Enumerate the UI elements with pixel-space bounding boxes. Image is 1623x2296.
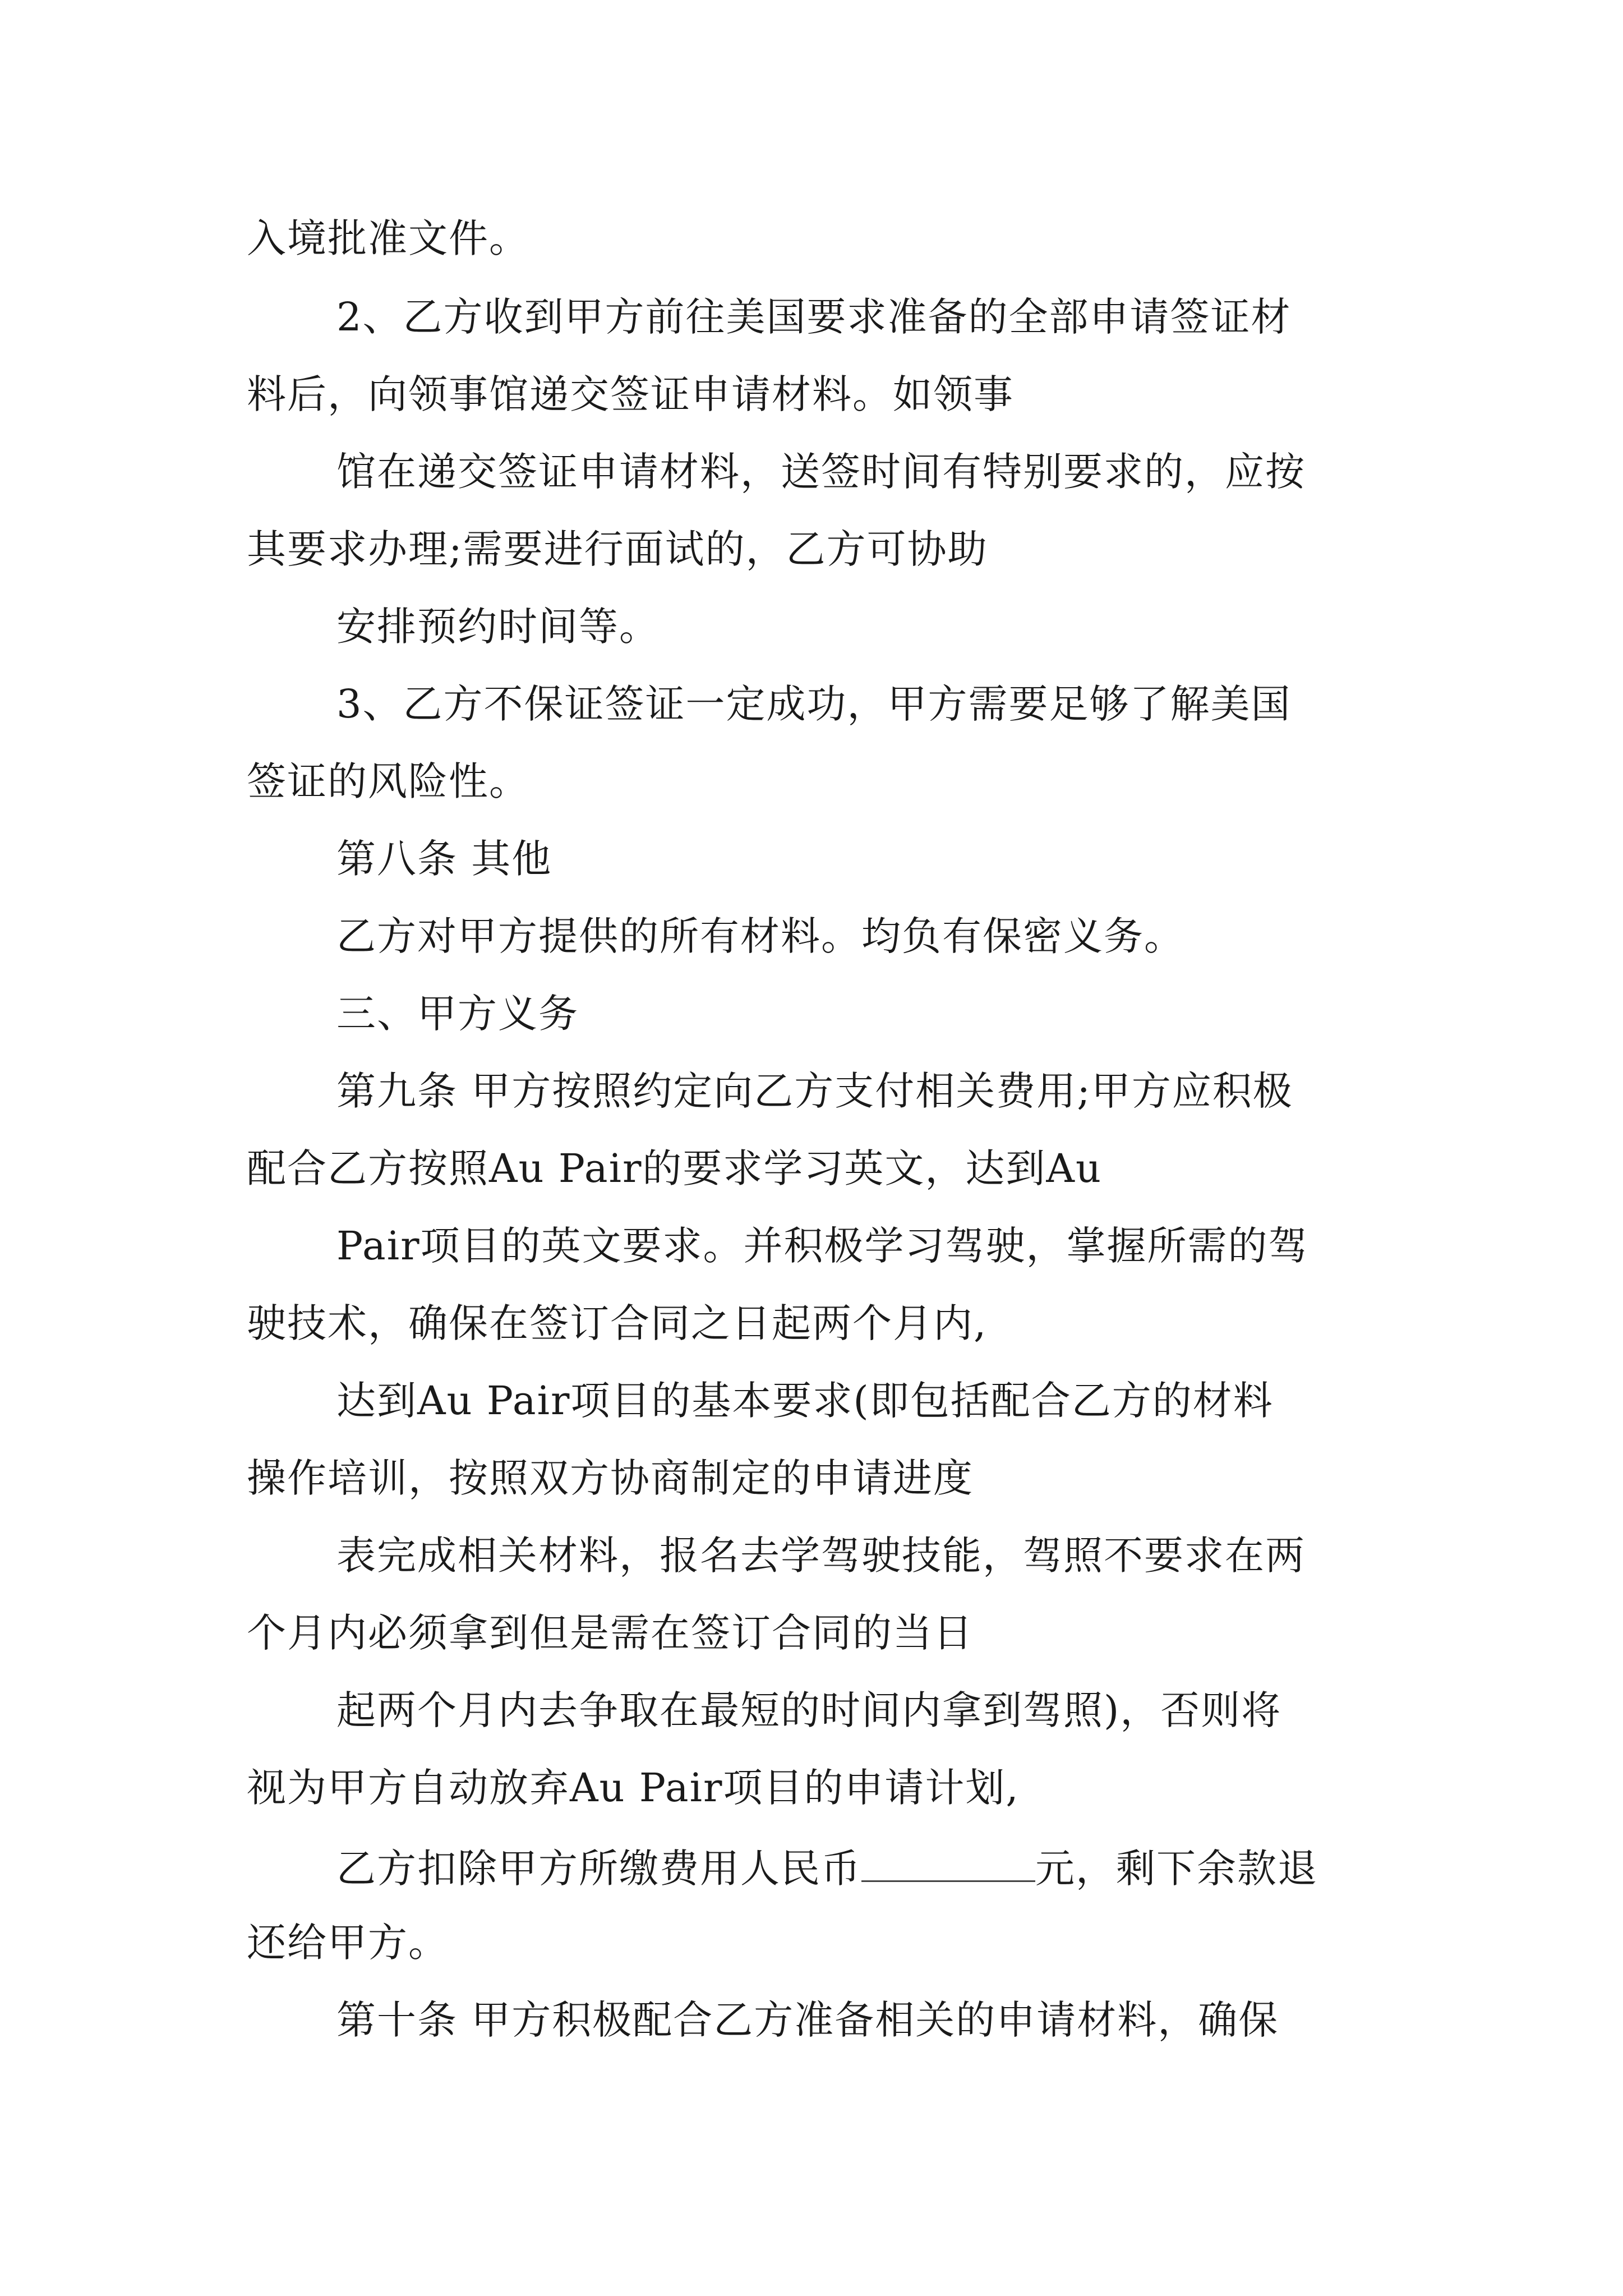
section-heading: 第八条 其他 (336, 836, 552, 882)
text-segment: 元，剩下余款退 (1035, 1846, 1318, 1892)
text-segment: 乙方扣除甲方所缴费用人民币 (336, 1846, 861, 1892)
text-line: 馆在递交签证申请材料，送签时间有特别要求的，应按 (336, 449, 1306, 495)
text-line: 第九条 甲方按照约定向乙方支付相关费用;甲方应积极 (336, 1068, 1293, 1114)
text-line: 还给甲方。 (247, 1920, 449, 1966)
text-line: 第十条 甲方积极配合乙方准备相关的申请材料，确保 (336, 1997, 1279, 2043)
text-line: 安排预约时间等。 (336, 604, 660, 650)
text-line: 达到Au Pair项目的基本要求(即包括配合乙方的材料 (336, 1378, 1274, 1424)
section-heading: 三、甲方义务 (336, 991, 579, 1037)
text-line: Pair项目的英文要求。并积极学习驾驶，掌握所需的驾 (336, 1223, 1309, 1269)
fill-in-blank (861, 1846, 1035, 1882)
text-line: 操作培训，按照双方协商制定的申请进度 (247, 1455, 974, 1501)
text-line: 配合乙方按照Au Pair的要求学习英文，达到Au (247, 1145, 1103, 1191)
text-line: 其要求办理;需要进行面试的，乙方可协助 (247, 526, 988, 572)
text-line: 起两个月内去争取在最短的时间内拿到驾照)，否则将 (336, 1687, 1282, 1733)
text-line: 视为甲方自动放弃Au Pair项目的申请计划, (247, 1765, 1020, 1811)
text-line: 2、乙方收到甲方前往美国要求准备的全部申请签证材 (336, 294, 1292, 340)
text-line-with-blank (336, 1846, 1318, 1892)
text-line: 乙方对甲方提供的所有材料。均负有保密义务。 (336, 913, 1184, 959)
text-line: 驶技术，确保在签订合同之日起两个月内, (247, 1300, 988, 1346)
text-line: 个月内必须拿到但是需在签订合同的当日 (247, 1610, 974, 1656)
text-line: 料后，向领事馆递交签证申请材料。如领事 (247, 371, 1014, 417)
text-line: 签证的风险性。 (247, 758, 529, 804)
text-line: 表完成相关材料，报名去学驾驶技能，驾照不要求在两 (336, 1533, 1306, 1579)
text-line: 入境批准文件。 (247, 215, 529, 261)
text-line: 3、乙方不保证签证一定成功，甲方需要足够了解美国 (336, 681, 1292, 727)
